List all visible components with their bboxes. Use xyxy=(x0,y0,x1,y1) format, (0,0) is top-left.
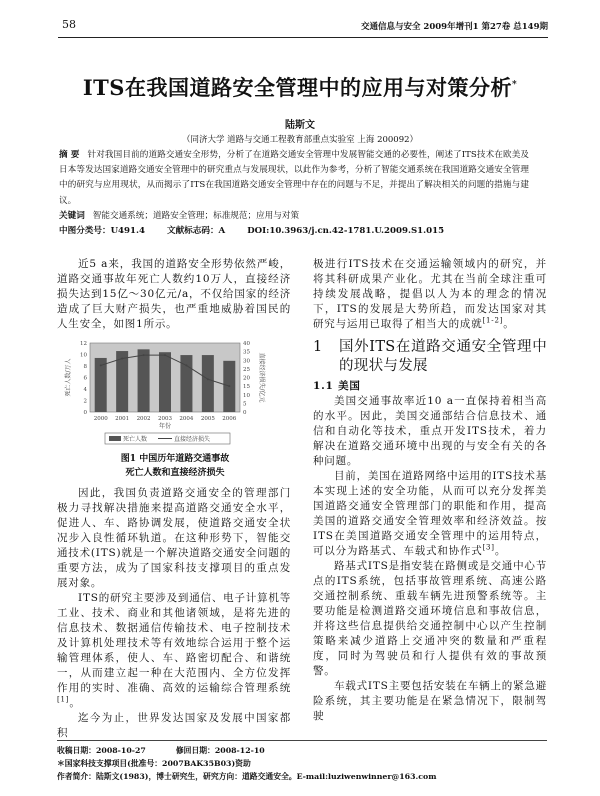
title-footnote-mark: * xyxy=(511,80,518,90)
received-date: 收稿日期：2008-10-27 xyxy=(57,746,146,755)
y2-tick-label: 15 xyxy=(243,384,250,391)
line-point xyxy=(228,385,230,387)
title-text: ITS在我国道路安全管理中的应用与对策分析 xyxy=(82,75,512,100)
legend-label: 死亡人数 xyxy=(123,436,148,443)
paragraph: 路基式ITS是指安装在路侧或是交通中心节点的ITS系统，包括事故管理系统、高速公路交通控制系统、重载车辆先进预警系统等。主要功能是检测道路交通环境信息和事故信息，并将这些信息提供给交通控制中心以产生控制策略来减少道路上交通冲突的数量和严重程度，同时为驾驶员和行人提供有效的事故预警。 xyxy=(313,560,547,677)
figure-caption-line2: 死亡人数和直接经济损失 xyxy=(125,468,225,478)
y2-tick-label: 30 xyxy=(243,358,250,365)
line-point xyxy=(100,364,102,366)
paragraph-text: 极进行ITS技术在交通运输领域内的研究，并将其科研成果产业化。尤其在当前全球注重可持续发展战略，提倡以人为本的理念的情况下，ITS的发展是大势所趋，而发达国家对其研究与运用已取得了相当大的成就 xyxy=(313,258,547,330)
paper-title xyxy=(0,72,600,102)
figure-caption: 图1 中国历年道路交通事故 xyxy=(120,454,230,464)
legend-bar-swatch xyxy=(109,436,121,441)
abstract xyxy=(59,148,529,209)
bar xyxy=(138,349,150,412)
citation: [3] xyxy=(482,543,495,552)
running-header xyxy=(58,14,548,38)
y2-tick-label: 20 xyxy=(243,375,250,382)
x-tick-label: 2000 xyxy=(93,416,108,422)
line-point xyxy=(185,364,187,366)
y2-tick-label: 35 xyxy=(243,349,250,356)
x-tick-label: 2003 xyxy=(158,416,172,422)
line-point xyxy=(121,358,123,360)
author-bio: 作者简介：陆斯文(1983)，博士研究生，研究方向：道路交通安全。E-mail:luziwenwinner@163.com xyxy=(57,772,437,781)
y2-tick-label: 25 xyxy=(243,366,250,373)
y-tick-label: 8 xyxy=(83,364,87,370)
doc-code: 文献标志码：A xyxy=(166,226,226,237)
keywords-text: 智能交通系统；道路安全管理；标准规范；应用与对策 xyxy=(92,210,300,221)
chart xyxy=(60,338,290,448)
bar xyxy=(202,355,214,412)
keywords xyxy=(59,209,529,224)
y-tick-label: 2 xyxy=(83,398,87,405)
affiliation: （同济大学 道路与交通工程教育部重点实验室 上海 200092） xyxy=(181,135,419,145)
figure-1 xyxy=(60,338,290,480)
subsection-heading: 1.1 美国 xyxy=(313,380,361,392)
doi: DOI:10.3963/j.cn.42-1781.U.2009.S1.015 xyxy=(247,226,445,237)
paragraph: 迄今为止，世界发达国家及发展中国家都积 xyxy=(57,712,291,739)
citation: [1] xyxy=(57,695,70,704)
y-tick-label: 0 xyxy=(83,410,87,416)
y2-tick-label: 10 xyxy=(243,392,250,399)
abstract-text: 针对我国目前的道路交通安全形势，分析了在道路交通安全管理中发展智能交通的必要性，阐述了ITS技术在欧美及日本等发达国家道路交通安全管理中的研究重点与发展现状，以此作为参考，分析了智能交通系统在我国道路交通安全管理中的研究与应用现状，从而揭示了ITS在我国道路交通安全管理中存在的问题与不足，并提出了解决相关的问题的措施与建议。 xyxy=(59,150,529,206)
footnotes xyxy=(57,740,547,783)
y2-tick-label: 40 xyxy=(243,341,250,347)
keywords-label: 关键词 xyxy=(59,210,85,221)
y-tick-label: 6 xyxy=(83,375,87,382)
paragraph: 近5 a来，我国的道路安全形势依然严峻，道路交通事故年死亡人数约10万人，直接经济损失达到15亿～30亿元/a，不仅给国家的经济造成了巨大财产损失，也严重地威胁着国民的人生安全，如图1所示。 xyxy=(57,258,291,330)
author: 陆斯文 xyxy=(285,120,315,131)
y-tick-label: 10 xyxy=(80,352,87,359)
x-tick-label: 2001 xyxy=(115,416,130,422)
y2-tick-label: 0 xyxy=(243,410,247,416)
paragraph: ITS的研究主要涉及到通信、电子计算机等工业、技术、商业和其他诸领域，是将先进的信息技术、数据通信传输技术、电子控制技术及计算机处理技术等有效地综合运用于整个运输管理体系，使人、车、路密切配合、和谐统一，从而建立起一种在大范围内、全方位发挥作用的实时、准确、高效的运输综合管理系统[1]。 xyxy=(57,592,291,709)
paragraph: 车载式ITS主要包括安装在车辆上的紧急避险系统，其主要功能是在紧急情况下，限制驾驶 xyxy=(313,680,547,722)
paragraph: 因此，我国负责道路交通安全的管理部门极力寻找解决措施来提高道路交通安全水平，促进人、车、路协调发展，使道路交通安全状况步入良性循环轨道。在这种形势下，智能交通技术(ITS)就是一个解决道路交通安全问题的重要方法，成为了国家科技支撑项目的重点发展对象。 xyxy=(57,487,291,589)
paragraph: 美国交通事故率近10 a一直保持着相当高的水平。因此，美国交通部结合信息技术、通信和自动化等技术，重点开发ITS技术，着力解决在道路交通环境中出现的与安全有关的各种问题。 xyxy=(313,395,547,467)
line-point xyxy=(164,354,166,356)
legend-label: 直接经济损失 xyxy=(174,436,211,443)
line-point xyxy=(143,354,145,356)
clc-number: 中图分类号：U491.4 xyxy=(59,226,145,237)
right-column xyxy=(313,257,547,724)
left-column xyxy=(57,257,291,741)
x-axis-label: 年份 xyxy=(158,423,172,430)
line-point xyxy=(207,378,209,380)
x-tick-label: 2002 xyxy=(136,416,151,422)
x-tick-label: 2005 xyxy=(200,416,215,422)
citation: [1-2] xyxy=(482,316,504,325)
section-title: 国外ITS在道路交通安全管理中的现状与发展 xyxy=(339,339,547,374)
y-tick-label: 4 xyxy=(83,387,87,393)
bar xyxy=(159,352,171,412)
journal-info: 交通信息与安全 2009年增刊1 第27卷 总149期 xyxy=(360,22,548,32)
fund-note: ＊国家科技支撑项目(批准号：2007BAK35B03)资助 xyxy=(57,759,251,768)
paragraph-text: ITS的研究主要涉及到通信、电子计算机等工业、技术、商业和其他诸领域，是将先进的信息技术、数据通信传输技术、电子控制技术及计算机处理技术等有效地综合运用于整个运输管理体系，使人、车、路密切配合、和谐统一，从而建立起一种在大范围内、全方位发挥作用的实时、准确、高效的运输综合管理系统 xyxy=(57,592,291,694)
y2-axis-label: 直接经济损失/亿元 xyxy=(258,352,265,403)
section-heading xyxy=(313,338,547,376)
abstract-block xyxy=(59,148,529,239)
paragraph: 极进行ITS技术在交通运输领域内的研究，并将其科研成果产业化。尤其在当前全球注重可持续发展战略，提倡以人为本的理念的情况下，ITS的发展是大势所趋，而发达国家对其研究与运用已取得了相当大的成就[1-2]。 xyxy=(313,258,547,330)
classification xyxy=(59,224,529,239)
y-axis-label: 死亡人数/万人 xyxy=(65,358,72,397)
x-tick-label: 2004 xyxy=(179,416,194,422)
dates xyxy=(57,744,547,757)
section-number: 1 xyxy=(313,339,323,355)
y2-tick-label: 5 xyxy=(243,401,247,408)
abstract-label: 摘 要 xyxy=(59,150,80,160)
y-tick-label: 12 xyxy=(80,341,87,347)
revised-date: 修回日期：2008-12-10 xyxy=(175,746,265,755)
paragraph-text: 目前，美国在道路网络中运用的ITS技术基本实现上述的安全功能，从而可以充分发挥美国道路交通安全管理部门的职能和作用，提高美国的道路交通安全管理效率和经济效益。按ITS在美国道路交通安全管理中的运用特点，可以分为路基式、车载式和协作式 xyxy=(313,470,547,557)
page-number: 58 xyxy=(62,18,76,31)
paragraph: 目前，美国在道路网络中运用的ITS技术基本实现上述的安全功能，从而可以充分发挥美国道路交通安全管理部门的职能和作用，提高美国的道路交通安全管理效率和经济效益。按ITS在美国道路交通安全管理中的运用特点，可以分为路基式、车载式和协作式[3]。 xyxy=(313,470,547,557)
x-tick-label: 2006 xyxy=(222,416,237,422)
